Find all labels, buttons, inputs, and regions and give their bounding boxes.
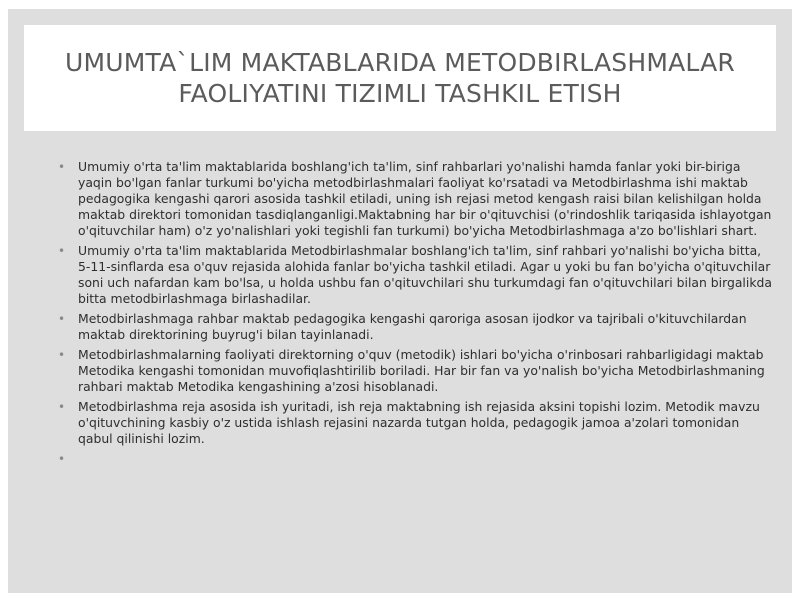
title-line-1: UMUMTA`LIM MAKTABLARIDA METODBIRLASHMALAR [65,48,735,77]
bullet-dot-icon: • [58,312,66,326]
bullet-dot-icon: • [58,348,66,362]
bullet-item [58,243,773,307]
bullet-dot-icon: • [58,160,66,174]
bullet-text: Metodbirlashmalarning faoliyati direktorning o'quv (metodik) ishlari bo'yicha o'rinbosari rahbarligidagi maktab Metodika kengashi tomonidan muvofiqlashtirilib boriladi. Har bir fan va yo'nalish bo'yicha Metodbirlashmaning rahbari maktab Metodika kengashining a'zosi hisoblanadi. [78,347,765,394]
bullet-text: Metodbirlashma reja asosida ish yuritadi, ish reja maktabning ish rejasida aksini topishi lozim. Metodik mavzu o'qituvchining kasbiy o'z ustida ishlash rejasini nazarda tutgan holda, pedagogik jamoa a'zolari tomonidan qabul qilinishi lozim. [78,399,760,446]
bullet-item [58,399,773,447]
slide [8,9,792,593]
title-line-2: FAOLIYATINI TIZIMLI TASHKIL ETISH [178,79,622,108]
bullet-text: Umumiy o'rta ta'lim maktablarida boshlang'ich ta'lim, sinf rahbarlari yo'nalishi hamda fanlar yoki bir-biriga yaqin bo'lgan fanlar turkumi bo'yicha metodbirlashmalari faoliyat ko'rsatadi va Metodbirlashma ishi maktab pedagogika kengashi qarori asosida tashkil etiladi, uning ish rejasi metod kengash raisi bilan kelishilgan holda maktab direktori tomonidan tasdiqlanganligi.Maktabning har bir o'qituvchisi (o'rindoshlik tariqasida ishlayotgan o'qituvchilar ham) o'z yo'nalishlari yoki tegishli fan turkumi) bo'yicha Metodbirlashmaga a'zo bo'lishlari shart. [78,159,772,238]
bullet-dot-icon: • [58,400,66,414]
bullet-dot-icon: • [58,452,66,466]
slide-body [58,159,773,466]
bullet-dot-icon: • [58,244,66,258]
bullet-item [58,159,773,239]
bullet-text: Umumiy o'rta ta'lim maktablarida Metodbirlashmalar boshlang'ich ta'lim, sinf rahbari yo'nalishi bo'yicha bitta, 5-11-sinflarda esa o'quv rejasida alohida fanlar bo'yicha tashkil etiladi. Agar u yoki bu fan bo'yicha o'qituvchilar soni uch nafardan kam bo'lsa, u holda ushbu fan o'qituvchilari shu turkumdagi fan o'qituvchilari bilan birgalikda bitta metodbirlashmaga birlashadilar. [78,243,772,306]
bullet-text: Metodbirlashmaga rahbar maktab pedagogika kengashi qaroriga asosan ijodkor va tajribali o'kituvchilardan maktab direktorining buyrug'i bilan tayinlanadi. [78,311,747,342]
bullet-item [58,347,773,395]
bullet-item [58,311,773,343]
bullet-list [58,159,773,466]
slide-title [24,25,776,131]
